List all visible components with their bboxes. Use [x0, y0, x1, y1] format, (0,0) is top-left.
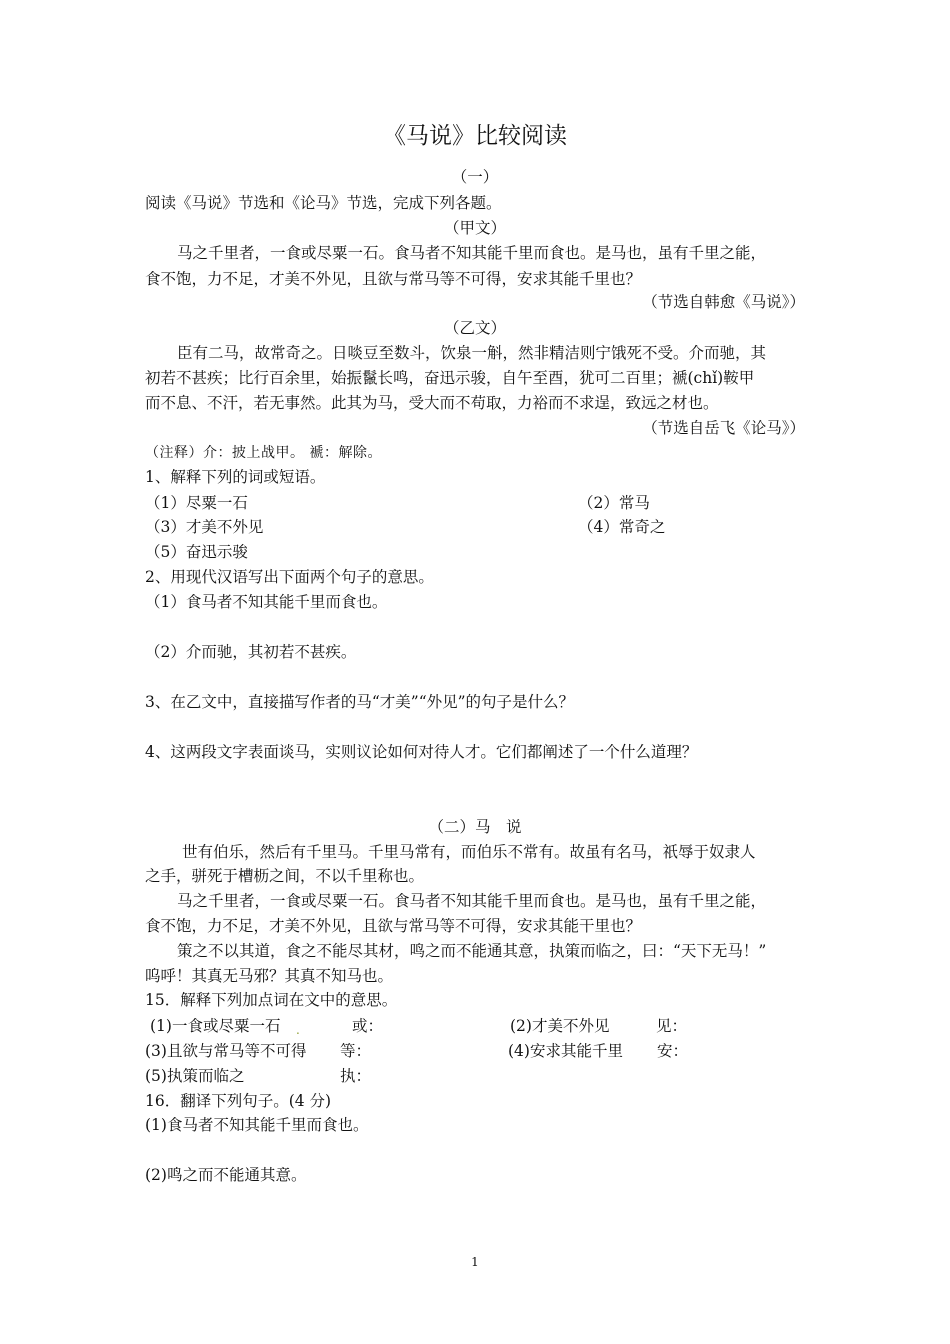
question-16: 16．翻译下列句子。(4 分) — [145, 1092, 332, 1110]
question-4: 4、这两段文字表面谈马，实则议论如何对待人才。它们都阐述了一个什么道理？ — [145, 743, 698, 761]
mashuo-line: 呜呼！其真无马邪？其真不知马也。 — [145, 967, 394, 985]
question-15: 15．解释下列加点词在文中的意思。 — [145, 991, 398, 1009]
question-3: 3、在乙文中，直接描写作者的马“才美”“外见”的句子是什么？ — [145, 693, 575, 711]
jia-label: （甲文） — [443, 219, 506, 237]
jia-line: 马之千里者，一食或尽粟一石。食马者不知其能千里而食也。是马也，虽有千里之能， — [177, 244, 767, 262]
q2-item: （2）介而驰，其初若不甚疾。 — [145, 643, 357, 661]
page-number: 1 — [471, 1255, 479, 1269]
q1-item: （3）才美不外见 — [145, 518, 264, 536]
q15-item-word: 执： — [340, 1067, 372, 1085]
q15-item-word: 安： — [657, 1042, 689, 1060]
q15-item-phrase: (1)一食或尽粟一石 — [150, 1017, 281, 1035]
question-2: 2、用现代汉语写出下面两个句子的意思。 — [145, 568, 434, 586]
mashuo-line: 策之不以其道，食之不能尽其材，鸣之而不能通其意，执策而临之，曰：“天下无马！” — [177, 942, 767, 960]
q2-item: （1）食马者不知其能千里而食也。 — [145, 593, 388, 611]
q1-item: （1）尽粟一石 — [145, 494, 248, 512]
yi-line: 臣有二马，故常奇之。日啖豆至数斗，饮泉一斛，然非精洁则宁饿死不受。介而驰，其 — [177, 344, 767, 362]
q15-item-word: 等： — [340, 1042, 372, 1060]
q15-item-word: 或： — [352, 1017, 384, 1035]
yi-line: 初若不甚疾；比行百余里，始振鬣长鸣，奋迅示骏，自午至酉，犹可二百里；褫(chǐ)鞍甲 — [145, 369, 755, 387]
mashuo-line: 之手，骈死于槽枥之间，不以千里称也。 — [145, 867, 425, 885]
emphasis-dot: . — [296, 1023, 300, 1037]
q16-item: (2)鸣之而不能通其意。 — [145, 1166, 307, 1184]
q16-item: (1)食马者不知其能千里而食也。 — [145, 1116, 369, 1134]
yi-source: （节选自岳飞《论马》） — [642, 419, 805, 437]
q15-item-phrase: (4)安求其能千里 — [508, 1042, 623, 1060]
yi-label: （乙文） — [443, 319, 506, 337]
q15-item-word: 见： — [656, 1017, 688, 1035]
q1-item: （4）常奇之 — [578, 518, 666, 536]
section2-heading: （二）马 说 — [428, 818, 522, 836]
question-1: 1、解释下列的词或短语。 — [145, 468, 326, 486]
section1-heading: （一） — [451, 168, 499, 186]
jia-source: （节选自韩愈《马说》） — [642, 293, 805, 311]
yi-line: 而不息、不汗，若无事然。此其为马，受大而不苟取，力裕而不求逞，致远之材也。 — [145, 394, 719, 412]
mashuo-line: 食不饱，力不足，才美不外见，且欲与常马等不可得，安求其能干里也？ — [145, 917, 642, 935]
q15-item-phrase: (3)且欲与常马等不可得 — [145, 1042, 307, 1060]
page-title: 《马说》比较阅读 — [383, 123, 567, 149]
q15-item-phrase: (2)才美不外见 — [510, 1017, 610, 1035]
jia-line: 食不饱，力不足，才美不外见，且欲与常马等不可得，安求其能千里也？ — [145, 270, 642, 288]
q1-item: （2）常马 — [578, 494, 650, 512]
annotation-note: （注释）介：披上战甲。 褫：解除。 — [145, 445, 382, 461]
section1-intro: 阅读《马说》节选和《论马》节选，完成下列各题。 — [145, 194, 502, 212]
mashuo-line: 马之千里者，一食或尽粟一石。食马者不知其能千里而食也。是马也，虽有千里之能， — [177, 892, 767, 910]
q15-item-phrase: (5)执策而临之 — [145, 1067, 245, 1085]
q1-item: （5）奋迅示骏 — [145, 543, 248, 561]
mashuo-line: 世有伯乐，然后有千里马。千里马常有，而伯乐不常有。故虽有名马，祇辱于奴隶人 — [182, 843, 756, 861]
